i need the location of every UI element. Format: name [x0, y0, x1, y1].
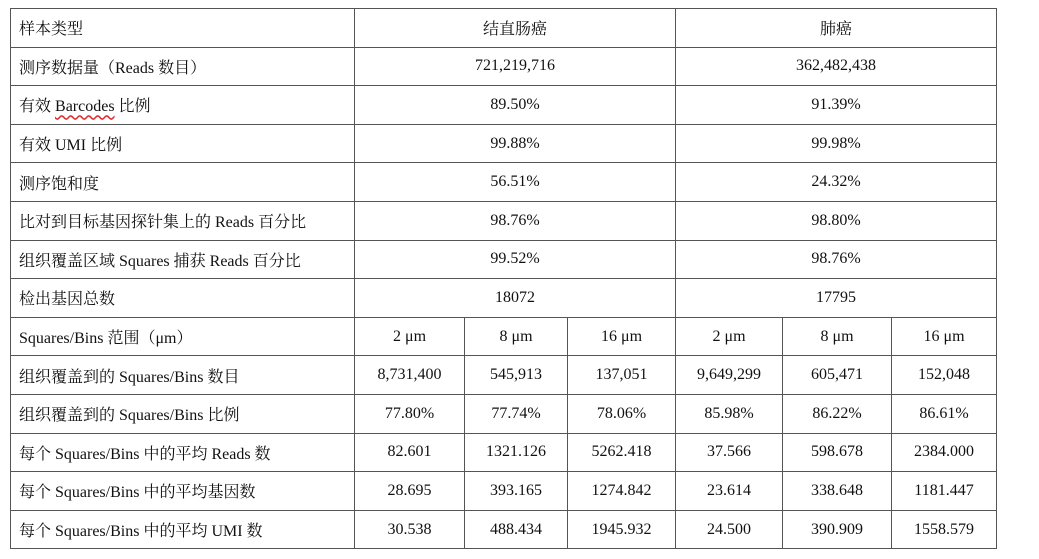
sequencing-stats-table [10, 8, 997, 549]
table-cell: 1321.126 [465, 433, 568, 472]
table-cell: 23.614 [676, 472, 783, 511]
table-row [11, 433, 997, 472]
table-row [11, 240, 997, 279]
table-cell: 78.06% [568, 394, 676, 433]
table-row [11, 124, 997, 163]
table-cell: 605,471 [783, 356, 892, 395]
colorectal-value: 18072 [355, 279, 676, 318]
bins-range-label: Squares/Bins 范围（μm） [11, 317, 355, 356]
table-cell: 1181.447 [892, 472, 997, 511]
table-cell: 1558.579 [892, 510, 997, 549]
sample-type-label: 样本类型 [11, 9, 355, 48]
lung-value: 98.80% [676, 201, 997, 240]
colorectal-value: 98.76% [355, 201, 676, 240]
table-cell: 1274.842 [568, 472, 676, 511]
row-label: 有效 UMI 比例 [11, 124, 355, 163]
spellcheck-word: Barcodes [55, 98, 115, 116]
table-cell: 8,731,400 [355, 356, 465, 395]
table-cell: 30.538 [355, 510, 465, 549]
colorectal-value: 99.88% [355, 124, 676, 163]
header-row [11, 9, 997, 48]
table-cell: 1945.932 [568, 510, 676, 549]
sample-colorectal-header: 结直肠癌 [355, 9, 676, 48]
bin-size-cell: 8 μm [783, 317, 892, 356]
row-label-suffix: 比例 [114, 98, 151, 116]
lung-value: 24.32% [676, 163, 997, 202]
row-label: 组织覆盖到的 Squares/Bins 比例 [11, 394, 355, 433]
row-label: 每个 Squares/Bins 中的平均基因数 [11, 472, 355, 511]
table-cell: 77.80% [355, 394, 465, 433]
table-row [11, 163, 997, 202]
table-cell: 390.909 [783, 510, 892, 549]
bins-header-row [11, 317, 997, 356]
row-label: 检出基因总数 [11, 279, 355, 318]
table-cell: 5262.418 [568, 433, 676, 472]
table-cell: 393.165 [465, 472, 568, 511]
table-cell: 338.648 [783, 472, 892, 511]
table-cell: 37.566 [676, 433, 783, 472]
row-label: 比对到目标基因探针集上的 Reads 百分比 [11, 201, 355, 240]
table-cell: 488.434 [465, 510, 568, 549]
row-label: 测序饱和度 [11, 163, 355, 202]
table-cell: 28.695 [355, 472, 465, 511]
table-row [11, 47, 997, 86]
table-cell: 545,913 [465, 356, 568, 395]
table-cell: 77.74% [465, 394, 568, 433]
table-cell: 9,649,299 [676, 356, 783, 395]
sample-lung-header: 肺癌 [676, 9, 997, 48]
row-label-prefix: 有效 [19, 98, 56, 116]
bin-size-cell: 16 μm [568, 317, 676, 356]
table-cell: 152,048 [892, 356, 997, 395]
table-cell: 24.500 [676, 510, 783, 549]
table-cell: 85.98% [676, 394, 783, 433]
row-label: 测序数据量（Reads 数目） [11, 47, 355, 86]
lung-value: 17795 [676, 279, 997, 318]
bin-size-cell: 8 μm [465, 317, 568, 356]
table-row [11, 472, 997, 511]
table-row [11, 86, 997, 125]
row-label [11, 86, 355, 125]
stats-table-container [10, 8, 997, 549]
table-row [11, 394, 997, 433]
bin-size-cell: 16 μm [892, 317, 997, 356]
table-cell: 82.601 [355, 433, 465, 472]
table-row [11, 356, 997, 395]
table-cell: 598.678 [783, 433, 892, 472]
row-label: 每个 Squares/Bins 中的平均 Reads 数 [11, 433, 355, 472]
lung-value: 362,482,438 [676, 47, 997, 86]
colorectal-value: 89.50% [355, 86, 676, 125]
row-label: 组织覆盖到的 Squares/Bins 数目 [11, 356, 355, 395]
lung-value: 91.39% [676, 86, 997, 125]
table-cell: 2384.000 [892, 433, 997, 472]
row-label: 组织覆盖区域 Squares 捕获 Reads 百分比 [11, 240, 355, 279]
colorectal-value: 99.52% [355, 240, 676, 279]
bin-size-cell: 2 μm [676, 317, 783, 356]
lung-value: 98.76% [676, 240, 997, 279]
table-row [11, 279, 997, 318]
colorectal-value: 721,219,716 [355, 47, 676, 86]
table-cell: 137,051 [568, 356, 676, 395]
bin-size-cell: 2 μm [355, 317, 465, 356]
colorectal-value: 56.51% [355, 163, 676, 202]
table-cell: 86.61% [892, 394, 997, 433]
lung-value: 99.98% [676, 124, 997, 163]
row-label: 每个 Squares/Bins 中的平均 UMI 数 [11, 510, 355, 549]
table-row [11, 510, 997, 549]
table-cell: 86.22% [783, 394, 892, 433]
table-row [11, 201, 997, 240]
